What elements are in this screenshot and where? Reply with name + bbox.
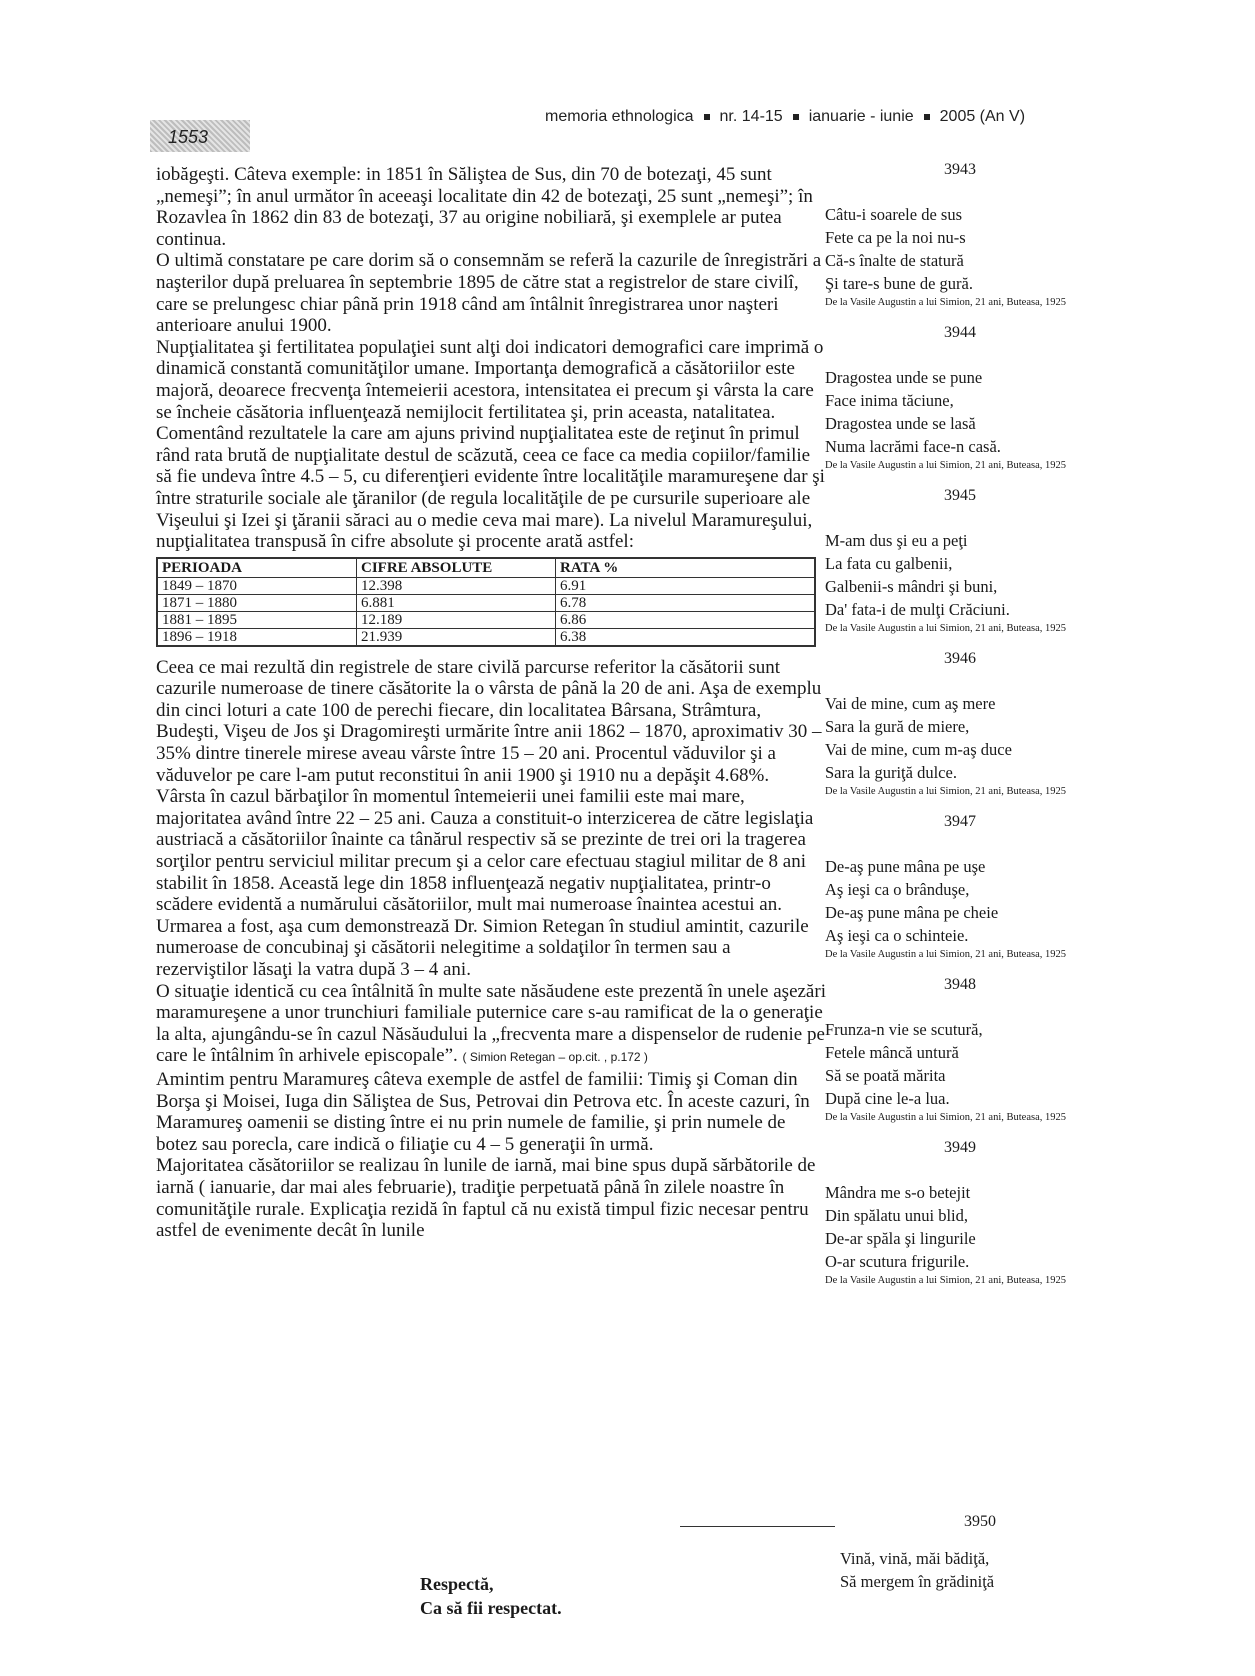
- paragraph: Urmarea a fost, aşa cum demonstrează Dr. Simion Retegan în studiul amintit, cazurile numeroase de concubinaj şi căsătorii nelegitime a soldaţilor în termen sau a rezerviştilor lăsaţi la vatra după 3 – 4 ani.: [156, 915, 809, 980]
- paragraph: O ultimă constatare pe care dorim să o consemnăm se referă la cazurile de înregistrări a naşterilor după preluarea în septembrie 1895 de către stat a registrelor de stare civilî, care se prelungesc chiar până prin 1918 când am întâlnit înregistrarea unor naşteri anterioare anului 1900.: [156, 250, 822, 337]
- issue-year: 2005 (An V): [939, 108, 1026, 125]
- poem-line: Să se poată mărita: [825, 1066, 946, 1085]
- poem-number: 3950: [964, 1513, 996, 1530]
- column-header: PERIOADA: [157, 558, 357, 578]
- poem-line: La fata cu galbenii,: [825, 554, 953, 573]
- poem-line: Sara la guriţă dulce.: [825, 763, 957, 782]
- citation: ( Simion Retegan – op.cit. , p.172 ): [462, 1050, 648, 1065]
- nuptiality-table: [156, 557, 816, 647]
- column-header: RATA %: [556, 558, 816, 578]
- poem-line: Sara la gură de miere,: [825, 717, 970, 736]
- poem-line: O-ar scutura frigurile.: [825, 1252, 970, 1271]
- poem-line: Dragostea unde se pune: [825, 368, 983, 387]
- page-number: 1553: [150, 120, 250, 152]
- poems-column: [825, 158, 1095, 1299]
- table-row: [157, 594, 815, 611]
- poem-number: 3946: [944, 650, 976, 667]
- poem-line: Şi tare-s bune de gură.: [825, 274, 973, 293]
- table-cell: 1881 – 1895: [157, 611, 357, 628]
- poem-line: Face inima tăciune,: [825, 391, 954, 410]
- poem-line: Galbenii-s mândri şi buni,: [825, 577, 998, 596]
- paragraph: Nupţialitatea şi fertilitatea populaţiei sunt alţi doi indicatori demografici care imprimă o dinamică constantă comunităţilor umane. Importanţa demografică a căsătoriilor este majoră, deoarece frecvenţa întemeierii acestora, intensitatea ei precum şi vârsta la care se încheie căsătoria influenţează nemijlocit fertilitatea şi, prin aceasta, natalitatea.: [156, 336, 824, 423]
- separator-square-icon: [924, 114, 930, 120]
- poem: [825, 1136, 1095, 1287]
- paragraph: [156, 981, 826, 1069]
- poem-line: Numa lacrămi face-n casă.: [825, 437, 1001, 456]
- poem-source: De la Vasile Augustin a lui Simion, 21 ani, Buteasa, 1925: [825, 949, 1066, 960]
- poem-line: M-am dus şi eu a peţi: [825, 531, 968, 550]
- separator-square-icon: [704, 114, 710, 120]
- table-cell: 6.881: [357, 594, 556, 611]
- journal-title: memoria ethnologica: [545, 108, 694, 125]
- poem-line: Frunza-n vie se scutură,: [825, 1020, 983, 1039]
- poem-source: De la Vasile Augustin a lui Simion, 21 ani, Buteasa, 1925: [825, 460, 1066, 471]
- poem-line: Aş ieşi ca o brânduşe,: [825, 880, 970, 899]
- table-cell: 12.189: [357, 611, 556, 628]
- poem-line: După cine le-a lua.: [825, 1089, 950, 1108]
- paragraph: Vârsta în cazul bărbaţilor în momentul întemeierii unei familii este mai mare, majoritatea având între 22 – 25 ani. Cauza a constituit-o interzicerea de către legislaţia austriacă a căsătoriilor înainte ca tânărul respectiv să se prezinte de trei ori la tragerea sorţilor pentru serviciul militar precum şi a celor care efectuau stagiul militar de 8 ani stabilit în 1858. Această lege din 1858 influenţează negativ nupţialitatea, printr-o scădere evidentă a numărului căsătoriilor, mult mai numeroase înaintea acestui an.: [156, 786, 814, 916]
- table-cell: 1896 – 1918: [157, 628, 357, 646]
- poem-source: De la Vasile Augustin a lui Simion, 21 ani, Buteasa, 1925: [825, 297, 1066, 308]
- main-text-column: [156, 164, 826, 1242]
- poem-source: De la Vasile Augustin a lui Simion, 21 ani, Buteasa, 1925: [825, 1112, 1066, 1123]
- table-row: [157, 611, 815, 628]
- poem-line: Să mergem în grădiniţă: [840, 1572, 995, 1591]
- issue-number: nr. 14-15: [719, 108, 783, 125]
- table-cell: 1849 – 1870: [157, 577, 357, 594]
- table-row: [157, 628, 815, 646]
- poem-line: Aş ieşi ca o schinteie.: [825, 926, 969, 945]
- poem-line: Din spălatu unui blid,: [825, 1206, 968, 1225]
- poem: [825, 647, 1095, 798]
- poem-number: 3944: [944, 324, 976, 341]
- motto-line: Respectă,: [420, 1574, 494, 1594]
- motto: [420, 1572, 562, 1620]
- issue-period: ianuarie - iunie: [808, 108, 914, 125]
- separator-square-icon: [793, 114, 799, 120]
- poem: [840, 1510, 1120, 1593]
- paragraph: Majoritatea căsătoriilor se realizau în lunile de iarnă, mai bine spus după sărbătorile de iarnă ( ianuarie, dar mai ales februarie), tradiţie perpetuată până în zilele noastre în comunităţile rurale. Explicaţia rezidă în faptul că nu există timpul fizic necesar pentru astfel de evenimente decât în lunile: [156, 1155, 816, 1242]
- poem: [825, 973, 1095, 1124]
- poem-number: 3947: [944, 813, 976, 830]
- paragraph: Comentând rezultatele la care am ajuns privind nupţialitatea este de reţinut în primul rând rata brută de nupţialitate destul de scăzută, ceea ce face ca media copiilor/familie să fie undeva între 4.5 – 5, cu diferenţieri evidente între localităţile maramureşene dar şi între straturile sociale ale ţăranilor (de regula localităţile de pe cursurile superioare ale Vişeului şi Izei şi ţăranii săraci au o medie ceva mai mare). La nivelul Maramureşului, nupţialitatea transpusă în cifre absolute şi procente arată astfel:: [156, 423, 825, 553]
- motto-line: Ca să fii respectat.: [420, 1598, 562, 1618]
- quoted-text: O situaţie identică cu cea întâlnită în multe sate năsăudene este prezentă în unele aşezări maramureşene a unor trunchiuri familiale puternice care s-au ramificat de la o generaţie la alta, ajungându-se în cazul Năsăudului la „frecventa mare a dispenselor de rudenie pe care le întâlnim în arhivele episcopale”.: [156, 980, 826, 1067]
- table-cell: 6.86: [556, 611, 816, 628]
- poem-line: Da' fata-i de mulţi Crăciuni.: [825, 600, 1010, 619]
- table-cell: 6.38: [556, 628, 816, 646]
- poem-line: Fetele mâncă untură: [825, 1043, 959, 1062]
- poem-line: Vai de mine, cum m-aş duce: [825, 740, 1012, 759]
- poem-source: De la Vasile Augustin a lui Simion, 21 ani, Buteasa, 1925: [825, 786, 1066, 797]
- table-cell: 1871 – 1880: [157, 594, 357, 611]
- table-cell: 6.91: [556, 577, 816, 594]
- running-header: [545, 108, 1025, 126]
- table-cell: 6.78: [556, 594, 816, 611]
- poem-line: Că-s înalte de statură: [825, 251, 964, 270]
- poem-line: Vină, vină, măi bădiţă,: [840, 1549, 990, 1568]
- poem-number: 3948: [944, 976, 976, 993]
- table-row: [157, 577, 815, 594]
- separator-line: [680, 1526, 835, 1527]
- poem-line: Fete ca pe la noi nu-s: [825, 228, 966, 247]
- poem-line: Mândra me s-o betejit: [825, 1183, 971, 1202]
- poem-line: Câtu-i soarele de sus: [825, 205, 963, 224]
- poem-line: De-aş pune mâna pe cheie: [825, 903, 999, 922]
- poem: [825, 484, 1095, 635]
- paragraph: Amintim pentru Maramureş câteva exemple de astfel de familii: Timiş şi Coman din Borşa şi Moisei, Iuga din Săliştea de Sus, Petrovai din Petrova etc. În aceste cazuri, în Maramureş oamenii se disting între ei nu prin numele de familie, şi prin numele de botez sau porecla, care indică o filiaţie cu 4 – 5 generaţii în urmă.: [156, 1068, 810, 1155]
- poem-line: De-ar spăla şi lingurile: [825, 1229, 976, 1248]
- table-cell: 12.398: [357, 577, 556, 594]
- poem-number: 3945: [944, 487, 976, 504]
- poem-source: De la Vasile Augustin a lui Simion, 21 ani, Buteasa, 1925: [825, 623, 1066, 634]
- table-cell: 21.939: [357, 628, 556, 646]
- paragraph: Ceea ce mai rezultă din registrele de stare civilă parcurse referitor la căsătorii sunt cazurile numeroase de tinere căsătorite la o vârsta de până la 20 de ani. Aşa de exemplu din cinci loturi a cate 100 de perechi fiecare, din localitatea Bârsana, Strâmtura, Budeşti, Vişeu de Jos şi Dragomireşti urmărite între anii 1862 – 1870, aproximativ 30 – 35% dintre tinerele mirese aveau vârste între 15 – 20 ani. Procentul văduvilor şi a văduvelor pe care l-am putut reconstitui în anii 1900 şi 1910 nu a depăşit 4.68%.: [156, 656, 822, 786]
- poem: [825, 810, 1095, 961]
- column-header: CIFRE ABSOLUTE: [357, 558, 556, 578]
- paragraph: iobăgeşti. Câteva exemple: in 1851 în Săliştea de Sus, din 70 de botezaţi, 45 sunt „nemeşi”; în anul următor în aceeaşi localitate din 42 de botezaţi, 25 sunt „nemeşi”; în Rozavlea în 1862 din 83 de botezaţi, 37 au origine nobiliară, şi exemplele ar putea continua.: [156, 164, 813, 250]
- poem-number: 3943: [944, 161, 976, 178]
- poem-line: Dragostea unde se lasă: [825, 414, 976, 433]
- poem-line: De-aş pune mâna pe uşe: [825, 857, 986, 876]
- table-header-row: [157, 558, 815, 578]
- poem-line: Vai de mine, cum aş mere: [825, 694, 996, 713]
- poem: [825, 158, 1095, 309]
- poem-number: 3949: [944, 1139, 976, 1156]
- poem-source: De la Vasile Augustin a lui Simion, 21 ani, Buteasa, 1925: [825, 1275, 1066, 1286]
- poem: [825, 321, 1095, 472]
